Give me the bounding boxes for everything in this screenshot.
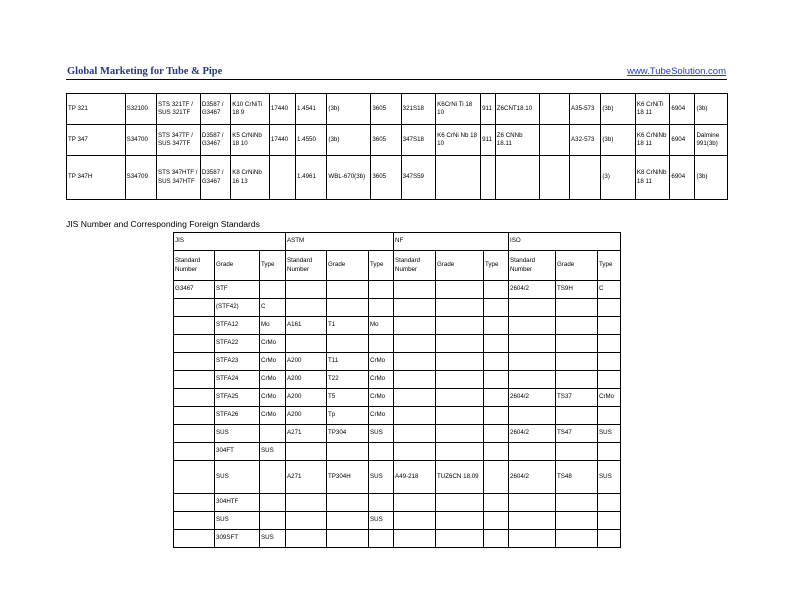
table-cell — [509, 494, 556, 512]
table-cell — [436, 299, 484, 317]
table-cell: STFA22 — [215, 335, 260, 353]
table-cell: SUS — [598, 425, 621, 443]
table-cell — [394, 317, 436, 335]
table-cell: STFA24 — [215, 371, 260, 389]
jis-standards-table — [173, 232, 621, 548]
column-header: Type — [598, 251, 621, 281]
table-cell: STS 321TF / SUS 321TF — [156, 94, 200, 125]
group-header-astm: ASTM — [286, 233, 394, 251]
table-cell — [394, 299, 436, 317]
table-cell — [436, 425, 484, 443]
table-cell — [394, 335, 436, 353]
table-row — [67, 156, 728, 200]
table-cell — [598, 494, 621, 512]
table-row — [174, 407, 621, 425]
table-cell — [260, 512, 286, 530]
table-cell: 3605 — [371, 94, 401, 125]
group-header-jis: JIS — [174, 233, 286, 251]
table-cell — [556, 494, 598, 512]
table-row — [174, 512, 621, 530]
table-cell — [327, 335, 369, 353]
table-cell: (3b) — [601, 125, 636, 156]
table-cell: K5 CrNiNb 18 10 — [231, 125, 270, 156]
table-cell: TP 321 — [67, 94, 126, 125]
table-cell: T5 — [327, 389, 369, 407]
table-cell — [260, 425, 286, 443]
table-cell: S34700 — [125, 125, 156, 156]
table-cell — [327, 494, 369, 512]
table-cell — [481, 156, 496, 200]
table-cell — [436, 353, 484, 371]
table-cell — [509, 530, 556, 548]
table-cell — [484, 425, 509, 443]
table-cell: Mo — [260, 317, 286, 335]
table-cell: 1.4961 — [296, 156, 327, 200]
table-cell: A49-218 — [394, 461, 436, 494]
table-cell: SUS — [215, 425, 260, 443]
table-cell: CrMo — [369, 407, 394, 425]
table-cell: G3467 — [174, 281, 215, 299]
table-cell — [484, 530, 509, 548]
table-cell: TS9H — [556, 281, 598, 299]
column-header: Grade — [215, 251, 260, 281]
column-header: Grade — [436, 251, 484, 281]
table-cell: D3587 / G3467 — [200, 94, 230, 125]
table-cell — [509, 443, 556, 461]
table-cell — [598, 335, 621, 353]
table-cell — [436, 443, 484, 461]
table-cell — [174, 512, 215, 530]
table-cell: A35-573 — [570, 94, 601, 125]
table-cell — [394, 425, 436, 443]
table-row — [174, 530, 621, 548]
table-cell — [286, 299, 327, 317]
table-cell — [174, 317, 215, 335]
table-cell: 911 — [481, 94, 496, 125]
column-header: Type — [484, 251, 509, 281]
table-cell — [174, 335, 215, 353]
table-cell: STS 347HTF / SUS 347HTF — [156, 156, 200, 200]
equivalent-standards-table — [66, 93, 728, 200]
table-cell: 309SFT — [215, 530, 260, 548]
table-cell: TP304H — [327, 461, 369, 494]
table-cell — [598, 353, 621, 371]
column-header: Standard Number — [286, 251, 327, 281]
table-cell — [436, 512, 484, 530]
table-cell — [484, 461, 509, 494]
group-header-iso: ISO — [509, 233, 621, 251]
table-cell — [369, 443, 394, 461]
table-cell: C — [260, 299, 286, 317]
table-cell — [286, 530, 327, 548]
table-cell: D3587 / G3467 — [200, 156, 230, 200]
table-cell: 6904 — [670, 94, 695, 125]
table-cell — [394, 407, 436, 425]
table-cell — [436, 317, 484, 335]
table-cell: TS47 — [556, 425, 598, 443]
table-cell: K6 CrNiNb 18 11 — [635, 125, 670, 156]
table-cell — [509, 353, 556, 371]
table-cell — [369, 494, 394, 512]
table-cell: CrMo — [369, 353, 394, 371]
table-cell — [556, 512, 598, 530]
table-cell — [556, 443, 598, 461]
table-cell: Tp — [327, 407, 369, 425]
table-cell: (3b) — [601, 94, 636, 125]
table-cell — [174, 425, 215, 443]
table-cell — [436, 530, 484, 548]
table-cell — [539, 94, 569, 125]
table-cell — [260, 494, 286, 512]
table-cell — [484, 353, 509, 371]
table-cell — [394, 389, 436, 407]
table-cell: 17440 — [269, 94, 295, 125]
table-cell: T11 — [327, 353, 369, 371]
table-cell — [174, 461, 215, 494]
table-cell — [174, 371, 215, 389]
table-cell: TS37 — [556, 389, 598, 407]
table-cell — [327, 530, 369, 548]
table-cell: K6 CrNi Nb 18 10 — [436, 125, 481, 156]
table-cell: 2604/2 — [509, 389, 556, 407]
table-cell — [174, 299, 215, 317]
table-cell: 1.4550 — [296, 125, 327, 156]
table-cell — [327, 512, 369, 530]
table-cell — [369, 530, 394, 548]
table-cell — [598, 371, 621, 389]
table-cell: STS 347TF / SUS 347TF — [156, 125, 200, 156]
table-cell: TP304 — [327, 425, 369, 443]
table-cell: 304HTF — [215, 494, 260, 512]
column-header: Standard Number — [394, 251, 436, 281]
table-cell — [286, 494, 327, 512]
table-cell — [174, 494, 215, 512]
table-cell — [484, 407, 509, 425]
column-header: Standard Number — [174, 251, 215, 281]
table-cell: SUS — [260, 443, 286, 461]
table-row — [174, 389, 621, 407]
table-cell: A271 — [286, 425, 327, 443]
table-cell — [598, 407, 621, 425]
table-cell: 911 — [481, 125, 496, 156]
table-cell — [556, 530, 598, 548]
table-row — [174, 494, 621, 512]
table-cell: 17440 — [269, 125, 295, 156]
table-cell: Mo — [369, 317, 394, 335]
table-cell: WBL-670(3b) — [327, 156, 371, 200]
column-header: Grade — [556, 251, 598, 281]
table-cell — [174, 443, 215, 461]
table-cell: TP 347H — [67, 156, 126, 200]
table-cell — [598, 512, 621, 530]
table-cell: (3b) — [695, 156, 728, 200]
table-cell — [394, 281, 436, 299]
table-cell — [369, 335, 394, 353]
table-cell: STFA26 — [215, 407, 260, 425]
table-cell: K10 CrNiTi 18 9 — [231, 94, 270, 125]
table-row — [174, 353, 621, 371]
header-divider — [66, 79, 727, 80]
table-cell: 321S18 — [401, 94, 436, 125]
table-cell — [556, 317, 598, 335]
table-cell: A200 — [286, 407, 327, 425]
group-header-nf: NF — [394, 233, 509, 251]
table-cell: Z6CNT18.10 — [495, 94, 539, 125]
table-row — [174, 443, 621, 461]
table-cell — [286, 443, 327, 461]
table-cell — [539, 125, 569, 156]
table-cell: S32100 — [125, 94, 156, 125]
table-cell: TUZ6CN 18.09 — [436, 461, 484, 494]
table-cell — [509, 317, 556, 335]
table-cell — [394, 530, 436, 548]
table-cell — [174, 389, 215, 407]
table-cell — [269, 156, 295, 200]
table-cell — [484, 281, 509, 299]
group-header-row — [174, 233, 621, 251]
table-cell — [570, 156, 601, 200]
table-cell — [509, 512, 556, 530]
table-cell — [174, 353, 215, 371]
table-cell — [394, 443, 436, 461]
table-cell: CrMo — [369, 389, 394, 407]
table-cell: (3b) — [327, 94, 371, 125]
table-cell — [556, 371, 598, 389]
table-cell: A200 — [286, 353, 327, 371]
table-cell: T22 — [327, 371, 369, 389]
table-cell — [484, 443, 509, 461]
table-cell: 1.4541 — [296, 94, 327, 125]
table-cell: (3b) — [327, 125, 371, 156]
table-cell — [484, 494, 509, 512]
table-cell — [436, 407, 484, 425]
table-cell: D3587 / G3467 — [200, 125, 230, 156]
table-cell — [509, 407, 556, 425]
table-cell — [509, 371, 556, 389]
table-cell: 3605 — [371, 125, 401, 156]
table-row — [67, 125, 728, 156]
table-cell: CrMo — [260, 335, 286, 353]
table-cell — [286, 281, 327, 299]
column-header: Type — [260, 251, 286, 281]
table-cell: SUS — [369, 461, 394, 494]
table-row — [174, 317, 621, 335]
table-cell: T1 — [327, 317, 369, 335]
table-cell: 2604/2 — [509, 461, 556, 494]
table-cell: K6CrNi Ti 18 10 — [436, 94, 481, 125]
table-cell — [436, 335, 484, 353]
table-cell — [556, 353, 598, 371]
table-cell — [556, 407, 598, 425]
table-cell: TP 347 — [67, 125, 126, 156]
table-cell: CrMo — [260, 353, 286, 371]
table-cell — [556, 335, 598, 353]
table-row — [174, 425, 621, 443]
table-cell — [174, 530, 215, 548]
table-cell: K6 CrNiTi 18 11 — [635, 94, 670, 125]
table-cell: K8 CrNiNb 16 13 — [231, 156, 270, 200]
table-cell: STFA25 — [215, 389, 260, 407]
column-header: Standard Number — [509, 251, 556, 281]
table-cell: 6904 — [670, 156, 695, 200]
table-cell — [369, 281, 394, 299]
table-cell — [436, 281, 484, 299]
table-cell — [260, 281, 286, 299]
table-cell: SUS — [215, 512, 260, 530]
table-cell — [598, 317, 621, 335]
table-cell: STFA12 — [215, 317, 260, 335]
table-cell — [436, 371, 484, 389]
column-header-row — [174, 251, 621, 281]
table-cell: Dalmine 991(3b) — [695, 125, 728, 156]
table-cell: SUS — [260, 530, 286, 548]
table-cell: CrMo — [369, 371, 394, 389]
table-cell — [495, 156, 539, 200]
table-cell: SUS — [369, 425, 394, 443]
table-cell: CrMo — [260, 389, 286, 407]
table-cell — [394, 512, 436, 530]
table-cell — [394, 371, 436, 389]
table-cell: Z6 CNNb 18.11 — [495, 125, 539, 156]
table-cell: CrMo — [260, 371, 286, 389]
table-cell — [556, 299, 598, 317]
table-cell — [598, 530, 621, 548]
table-cell: A200 — [286, 389, 327, 407]
table-cell: 347S59 — [401, 156, 436, 200]
table-cell — [436, 389, 484, 407]
table-cell: SUS — [598, 461, 621, 494]
table-cell — [327, 299, 369, 317]
table-row — [174, 461, 621, 494]
table-cell: A271 — [286, 461, 327, 494]
table-cell: SUS — [215, 461, 260, 494]
table-cell: CrMo — [598, 389, 621, 407]
table-row — [174, 299, 621, 317]
table-cell — [598, 443, 621, 461]
table-cell — [484, 512, 509, 530]
table-cell — [436, 494, 484, 512]
table-cell: 347S18 — [401, 125, 436, 156]
table-row — [67, 94, 728, 125]
website-link[interactable]: www.TubeSolution.com — [627, 66, 726, 77]
table-cell — [598, 299, 621, 317]
table-cell — [539, 156, 569, 200]
table-row — [174, 281, 621, 299]
table-row — [174, 335, 621, 353]
table-cell — [509, 335, 556, 353]
table-cell: (3b) — [695, 94, 728, 125]
table-cell: C — [598, 281, 621, 299]
table-cell: STF — [215, 281, 260, 299]
table-cell — [484, 371, 509, 389]
table-cell — [260, 461, 286, 494]
table-cell — [327, 281, 369, 299]
table-cell: A200 — [286, 371, 327, 389]
table-cell: S34709 — [125, 156, 156, 200]
table-cell: 304FT — [215, 443, 260, 461]
table-cell: SUS — [369, 512, 394, 530]
table-cell: CrMo — [260, 407, 286, 425]
table-cell — [394, 494, 436, 512]
table-cell — [174, 407, 215, 425]
column-header: Type — [369, 251, 394, 281]
table-cell — [286, 335, 327, 353]
column-header: Grade — [327, 251, 369, 281]
table-cell: A32-573 — [570, 125, 601, 156]
table-cell — [369, 299, 394, 317]
table-cell: 2604/2 — [509, 425, 556, 443]
table-cell: 6904 — [670, 125, 695, 156]
table-cell: (STF42) — [215, 299, 260, 317]
table-cell — [484, 335, 509, 353]
table-cell: A161 — [286, 317, 327, 335]
table-cell: K8 CrNiNb 18 11 — [635, 156, 670, 200]
table-cell — [484, 299, 509, 317]
table-caption: JIS Number and Corresponding Foreign Standards — [66, 219, 260, 229]
table-cell: 2604/2 — [509, 281, 556, 299]
table-cell — [484, 317, 509, 335]
table-cell — [509, 299, 556, 317]
table-cell: STFA23 — [215, 353, 260, 371]
table-cell — [394, 353, 436, 371]
table-cell: (3) — [601, 156, 636, 200]
table-cell — [436, 156, 481, 200]
table-row — [174, 371, 621, 389]
table-cell — [484, 389, 509, 407]
table-cell — [286, 512, 327, 530]
table-cell — [327, 443, 369, 461]
table-cell: TS48 — [556, 461, 598, 494]
table-cell: 3605 — [371, 156, 401, 200]
document-title: Global Marketing for Tube & Pipe — [67, 66, 223, 77]
